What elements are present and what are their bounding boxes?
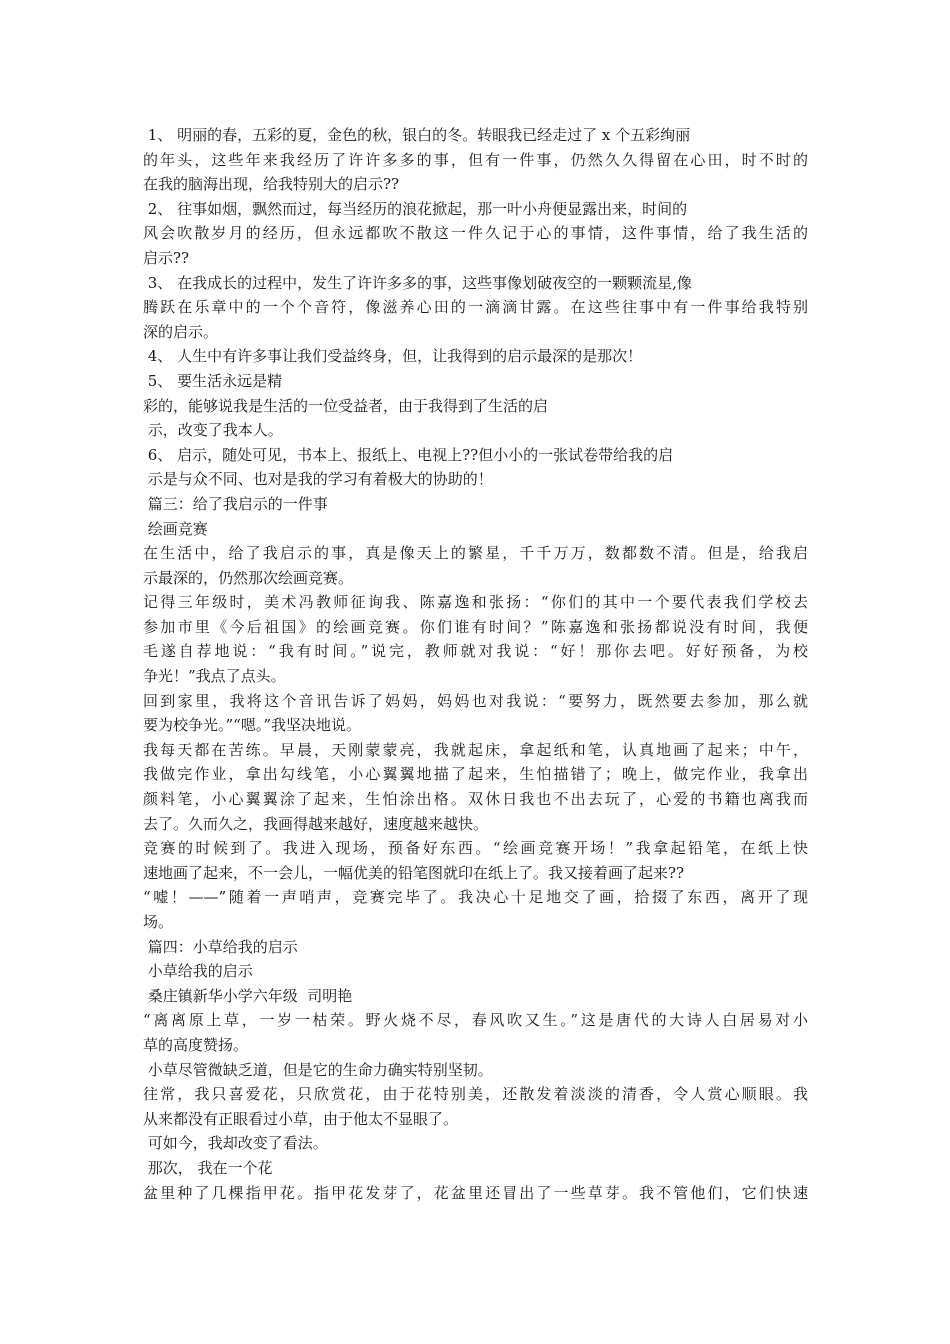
text-line: 篇三：给了我启示的一件事 — [143, 494, 328, 513]
text-line: 小草尽管微缺乏道，但是它的生命力确实特别坚韧。 — [143, 1060, 493, 1079]
text-line: 从来都没有正眼看过小草，由于他太不显眼了。 — [143, 1109, 459, 1128]
text-line: 启示?? — [143, 248, 190, 267]
document-page — [143, 123, 808, 1205]
text-line: 草的高度赞扬。 — [143, 1035, 249, 1054]
text-line: 速地画了起来，不一会儿，一幅优美的铅笔图就印在纸上了。我又接着画了起来?? — [143, 863, 685, 882]
text-line: 3、 在我成长的过程中，发生了许许多多的事，这些事像划破夜空的一颗颗流星,像 — [143, 273, 692, 292]
text-line: 我每天都在苦练。早晨，天刚蒙蒙亮，我就起床，拿起纸和笔，认真地画了起来；中午， — [143, 740, 808, 759]
text-line: 小草给我的启示 — [143, 962, 253, 981]
text-line: 的年头，这些年来我经历了许许多多的事，但有一件事，仍然久久得留在心田，时不时的 — [143, 150, 808, 169]
text-line: 颜料笔，小心翼翼涂了起来，生怕涂出格。双休日我也不出去玩了，心爱的书籍也离我而 — [143, 790, 808, 809]
text-line: 记得三年级时，美术冯教师征询我、陈嘉逸和张扬：“你们的其中一个要代表我们学校去 — [143, 593, 808, 612]
text-line: 盆里种了几棵指甲花。指甲花发芽了，花盆里还冒出了一些草芽。我不管他们，它们快速 — [143, 1183, 808, 1202]
text-line: 那次， 我在一个花 — [143, 1158, 273, 1177]
text-line: 2、 往事如烟，飘然而过，每当经历的浪花掀起，那一叶小舟便显露出来，时间的 — [143, 199, 688, 218]
text-line: 在生活中，给了我启示的事，真是像天上的繁星，千千万万，数都数不清。但是，给我启 — [143, 544, 808, 563]
text-line: “嘘！——”随着一声哨声，竞赛完毕了。我决心十足地交了画，拾掇了东西，离开了现 — [143, 888, 808, 907]
text-line: 要为校争光。”“嗯。”我坚决地说。 — [143, 716, 362, 735]
text-line: 篇四：小草给我的启示 — [143, 937, 298, 956]
text-line: 桑庄镇新华小学六年级 司明艳 — [143, 986, 353, 1005]
text-line: 可如今，我却改变了看法。 — [143, 1134, 328, 1153]
text-line: 示最深的，仍然那次绘画竞赛。 — [143, 568, 354, 587]
text-line: 6、 启示，随处可见，书本上、报纸上、电视上??但小小的一张试卷带给我的启 — [143, 445, 674, 464]
text-line: 示，改变了我本人。 — [143, 421, 283, 440]
text-line: 参加市里《今后祖国》的绘画竞赛。你们谁有时间？”陈嘉逸和张扬都说没有时间，我便 — [143, 617, 808, 636]
text-line: 示是与众不同、也对是我的学习有着极大的协助的！ — [143, 470, 493, 489]
text-line: 5、 要生活永远是精 — [143, 371, 283, 390]
text-line: 我做完作业，拿出勾线笔，小心翼翼地描了起来，生怕描错了；晚上，做完作业，我拿出 — [143, 765, 808, 784]
text-line: 去了。久而久之，我画得越来越好，速度越来越快。 — [143, 814, 489, 833]
text-line: 场。 — [143, 913, 174, 931]
text-line: 往常，我只喜爱花，只欣赏花，由于花特别美，还散发着淡淡的清香，令人赏心顺眼。我 — [143, 1085, 808, 1104]
text-line: 腾跃在乐章中的一个个音符，像滋养心田的一滴滴甘露。在这些往事中有一件事给我特别 — [143, 298, 808, 317]
text-line: 彩的，能够说我是生活的一位受益者，由于我得到了生活的启 — [143, 396, 549, 415]
text-line: 绘画竞赛 — [143, 519, 208, 538]
text-line: 毛遂自荐地说：“我有时间。”说完，教师就对我说：“好！那你去吧。好好预备，为校 — [143, 642, 808, 661]
text-line: 4、 人生中有许多事让我们受益终身，但，让我得到的启示最深的是那次！ — [143, 347, 643, 366]
text-line: 争光！”我点了点头。 — [143, 667, 286, 686]
text-line: 风会吹散岁月的经历，但永远都吹不散这一件久记于心的事情，这件事情，给了我生活的 — [143, 224, 808, 243]
text-line: “离离原上草，一岁一枯荣。野火烧不尽，春风吹又生。”这是唐代的大诗人白居易对小 — [143, 1011, 808, 1030]
text-line: 深的启示。 — [143, 322, 219, 341]
text-line: 1、 明丽的春，五彩的夏，金色的秋，银白的冬。转眼我已经走过了 x 个五彩绚丽 — [143, 126, 691, 144]
text-line: 在我的脑海出现，给我特别大的启示?? — [143, 175, 400, 194]
text-line: 回到家里，我将这个音讯告诉了妈妈，妈妈也对我说：“要努力，既然要去参加，那么就 — [143, 691, 808, 710]
text-line: 竞赛的时候到了。我进入现场，预备好东西。“绘画竞赛开场！”我拿起铅笔，在纸上快 — [143, 839, 808, 858]
